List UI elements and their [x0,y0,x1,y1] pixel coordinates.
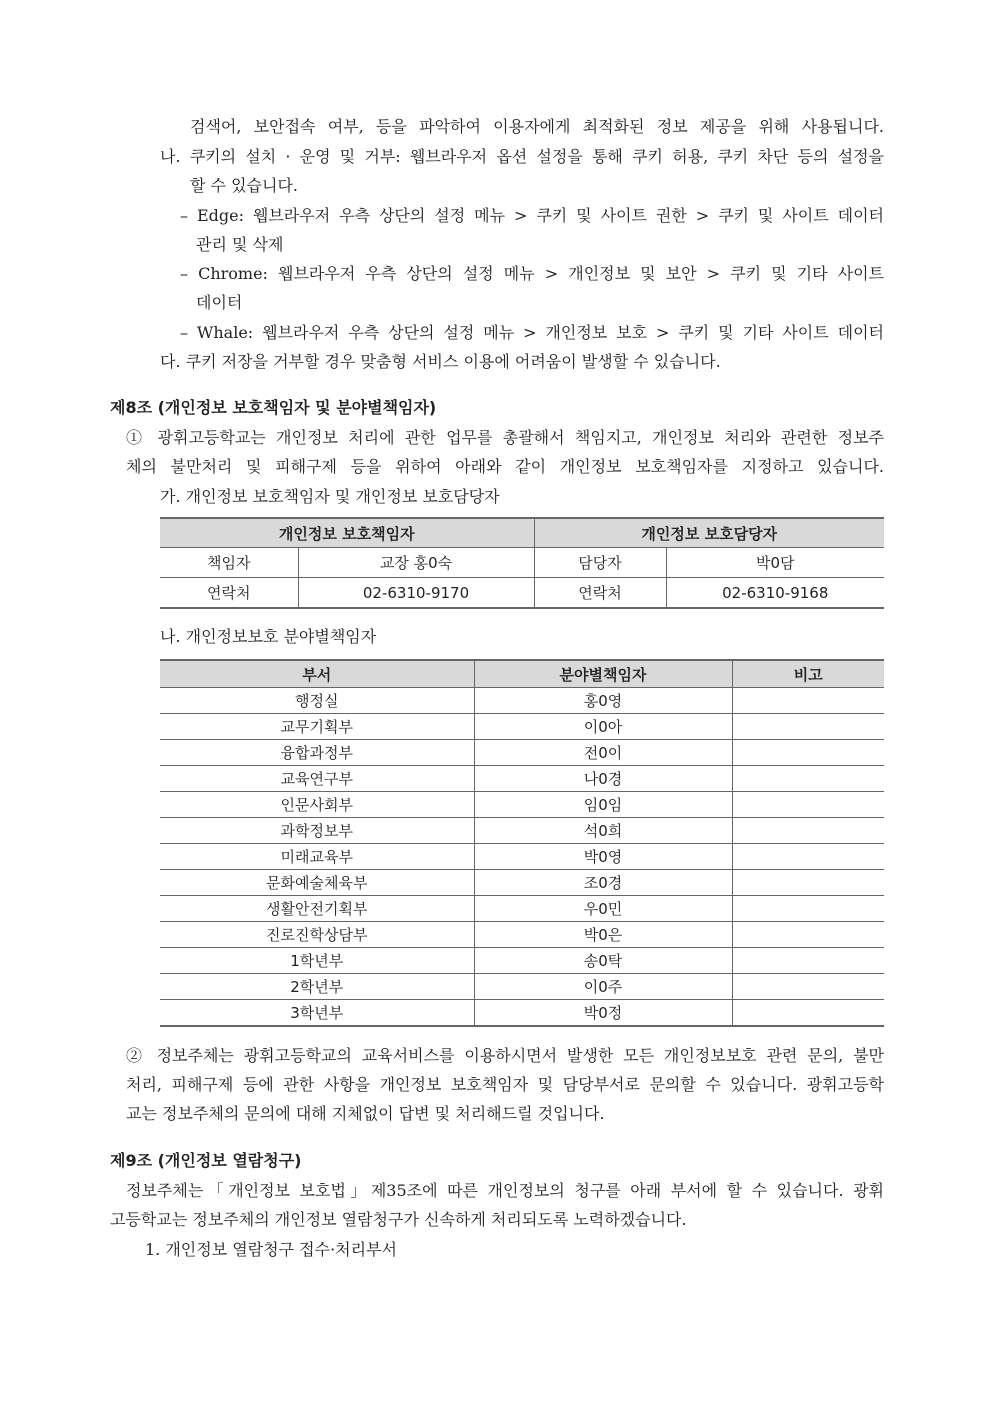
table-row [160,844,884,870]
officer-cell: 조0경 [474,870,732,896]
officer-subheading: 가. 개인정보 보호책임자 및 개인정보 보호담당자 [160,487,500,506]
officer-cell: 전0이 [474,740,732,766]
manager-label: 담당자 [534,548,666,578]
table-row [160,792,884,818]
article-8-para1: ① 광휘고등학교는 개인정보 처리에 관한 업무를 총괄해서 책임지고, 개인정보 처리와 관련한 정보주 [126,428,884,447]
note-cell [732,818,884,844]
article-8-para2: ② 정보주체는 광휘고등학교의 교육서비스를 이용하시면서 발생한 모든 개인정보보호 관련 문의, 불만 [126,1046,884,1065]
department-cell: 미래교육부 [160,844,474,870]
table-row [160,740,884,766]
department-cell: 문화예술체육부 [160,870,474,896]
article-8-para2-end: 교는 정보주체의 문의에 대해 지체없이 답변 및 처리해드릴 것입니다. [126,1104,605,1123]
chrome-instruction: – Chrome: 웹브라우저 우측 상단의 설정 메뉴 > 개인정보 및 보안 > 쿠키 및 기타 사이트 [180,264,884,283]
article-8-heading: 제8조 (개인정보 보호책임자 및 분야별책임자) [110,398,437,417]
table-row [160,974,884,1000]
access-request-dept-item: 1. 개인정보 열람청구 접수·처리부서 [145,1240,397,1259]
note-cell [732,922,884,948]
cookie-setting-item-cont: 할 수 있습니다. [190,176,298,195]
note-cell [732,766,884,792]
department-officer-table [160,659,884,1027]
note-cell [732,896,884,922]
manager-contact-label: 연락처 [534,578,666,609]
col-header-department: 부서 [160,660,474,688]
officer-contact-label: 연락처 [160,578,298,609]
note-cell [732,714,884,740]
department-cell: 3학년부 [160,1000,474,1027]
department-subheading: 나. 개인정보보호 분야별책임자 [160,627,377,646]
department-cell: 행정실 [160,688,474,714]
department-cell: 과학정보부 [160,818,474,844]
cookie-setting-item: 나. 쿠키의 설치 · 운영 및 거부: 웹브라우저 옵션 설정을 통해 쿠키 허용, 쿠키 차단 등의 설정을 [160,147,884,166]
department-cell: 1학년부 [160,948,474,974]
department-cell: 인문사회부 [160,792,474,818]
officer-header: 개인정보 보호책임자 [160,518,534,548]
article-9-para-cont: 고등학교는 정보주체의 개인정보 열람청구가 신속하게 처리되도록 노력하겠습니다. [110,1210,687,1229]
officer-cell: 석0희 [474,818,732,844]
table-row [160,870,884,896]
department-cell: 2학년부 [160,974,474,1000]
officer-cell: 송0탁 [474,948,732,974]
table-row [160,714,884,740]
officer-cell: 박0영 [474,844,732,870]
department-cell: 교육연구부 [160,766,474,792]
manager-name: 박0담 [666,548,884,578]
cookie-refusal-note: 다. 쿠키 저장을 거부할 경우 맞춤형 서비스 이용에 어려움이 발생할 수 있습니다. [160,352,721,371]
officer-cell: 우0민 [474,896,732,922]
edge-instruction: – Edge: 웹브라우저 우측 상단의 설정 메뉴 > 쿠키 및 사이트 권한 > 쿠키 및 사이트 데이터 [180,206,884,225]
officer-cell: 나0경 [474,766,732,792]
cookie-purpose-line: 검색어, 보안접속 여부, 등을 파악하여 이용자에게 최적화된 정보 제공을 위해 사용됩니다. [190,117,884,136]
article-8-para1-cont: 체의 불만처리 및 피해구제 등을 위하여 아래와 같이 개인정보 보호책임자를 지정하고 있습니다. [126,457,884,476]
note-cell [732,870,884,896]
note-cell [732,974,884,1000]
officer-phone: 02-6310-9170 [298,578,534,609]
privacy-officer-table [160,517,884,609]
officer-cell: 이0주 [474,974,732,1000]
table-row [160,896,884,922]
department-cell: 교무기획부 [160,714,474,740]
col-header-officer: 분야별책임자 [474,660,732,688]
officer-cell: 임0임 [474,792,732,818]
article-9-para: 정보주체는「개인정보 보호법」제35조에 따른 개인정보의 청구를 아래 부서에 할 수 있습니다. 광휘 [126,1181,884,1200]
manager-phone: 02-6310-9168 [666,578,884,609]
officer-cell: 박0은 [474,922,732,948]
officer-cell: 홍0영 [474,688,732,714]
manager-header: 개인정보 보호담당자 [534,518,884,548]
department-cell: 생활안전기획부 [160,896,474,922]
table-row [160,922,884,948]
edge-instruction-cont: 관리 및 삭제 [196,235,284,254]
note-cell [732,688,884,714]
article-8-para2-cont: 처리, 피해구제 등에 관한 사항을 개인정보 보호책임자 및 담당부서로 문의할 수 있습니다. 광휘고등학 [126,1075,884,1094]
table-row [160,818,884,844]
officer-label: 책임자 [160,548,298,578]
note-cell [732,1000,884,1027]
note-cell [732,740,884,766]
officer-cell: 이0아 [474,714,732,740]
table-row [160,1000,884,1027]
chrome-instruction-cont: 데이터 [196,293,243,312]
officer-cell: 박0정 [474,1000,732,1027]
table-row [160,688,884,714]
table-row [160,766,884,792]
article-9-heading: 제9조 (개인정보 열람청구) [110,1151,302,1170]
officer-name: 교장 홍0숙 [298,548,534,578]
whale-instruction: – Whale: 웹브라우저 우측 상단의 설정 메뉴 > 개인정보 보호 > 쿠키 및 기타 사이트 데이터 [180,323,884,342]
department-cell: 진로진학상담부 [160,922,474,948]
table-row [160,948,884,974]
col-header-note: 비고 [732,660,884,688]
note-cell [732,948,884,974]
note-cell [732,844,884,870]
note-cell [732,792,884,818]
department-cell: 융합과정부 [160,740,474,766]
